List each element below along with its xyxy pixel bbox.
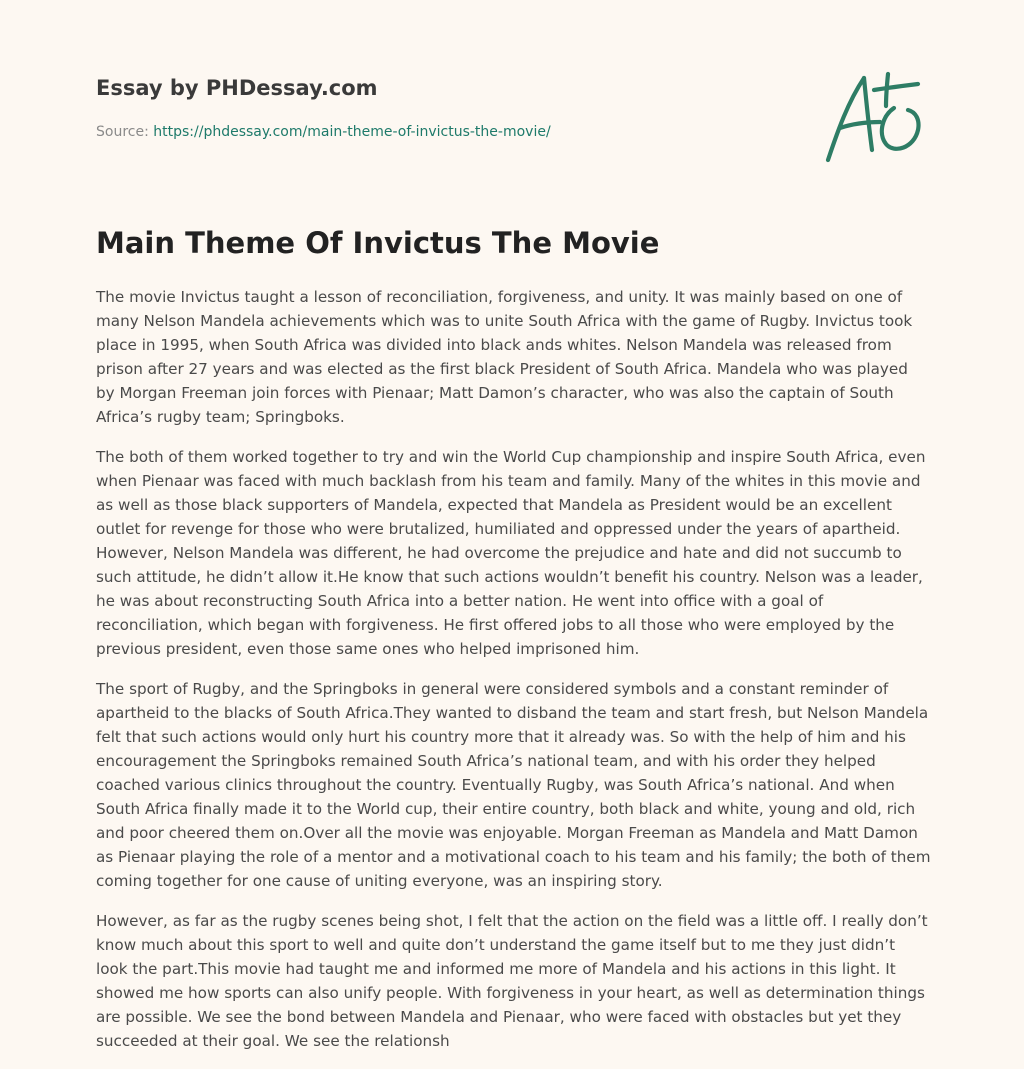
essay-body: [96, 285, 931, 1069]
site-title: Essay by PHDessay.com: [96, 76, 378, 100]
source-line: [96, 124, 551, 140]
essay-paragraph: The both of them worked together to try and win the World Cup championship and inspire South Africa, even when Pienaar was faced with much backlash from his team and family. Many of the whites in this movie and as well as those black supporters of Mandela, expected that Mandela as President would be an excellent outlet for revenge for those who were brutalized, humiliated and oppressed under the years of apartheid. However, Nelson Mandela was different, he had overcome the prejudice and hate and did not succumb to such attitude, he didn’t allow it.He know that such actions wouldn’t benefit his country. Nelson was a leader, he was about reconstructing South Africa into a better nation. He went into office with a goal of reconciliation, which began with forgiveness. He first offered jobs to all those who were employed by the previous president, even those same ones who helped imprisoned him.: [96, 448, 926, 658]
essay-paragraph: However, as far as the rugby scenes being shot, I felt that the action on the field was a little off. I really don’t know much about this sport to well and quite don’t understand the game itself but to me they just didn’t look the part.This movie had taught me and informed me more of Mandela and his actions in this light. It showed me how sports can also unify people. With forgiveness in your heart, as well as determination things are possible. We see the bond between Mandela and Pienaar, who were faced with obstacles but yet they succeeded at their goal. We see the relationsh: [96, 912, 928, 1050]
source-link[interactable]: https://phdessay.com/main-theme-of-invictus-the-movie/: [153, 124, 551, 140]
essay-paragraph: The sport of Rugby, and the Springboks in general were considered symbols and a constant reminder of apartheid to the blacks of South Africa.They wanted to disband the team and start fresh, but Nelson Mandela felt that such actions would only hurt his country more that it already was. So with the help of him and his encouragement the Springboks remained South Africa’s national team, and with his order they helped coached various clinics throughout the country. Eventually Rugby, was South Africa’s national. And when South Africa finally made it to the World cup, their entire country, both black and white, young and old, rich and poor cheered them on.Over all the movie was enjoyable. Morgan Freeman as Mandela and Matt Damon as Pienaar playing the role of a mentor and a motivational coach to his team and his family; the both of them coming together for one cause of uniting everyone, was an inspiring story.: [96, 680, 931, 890]
essay-title: Main Theme Of Invictus The Movie: [96, 226, 660, 260]
source-label: Source:: [96, 124, 149, 140]
essay-paragraph: The movie Invictus taught a lesson of reconciliation, forgiveness, and unity. It was mainly based on one of many Nelson Mandela achievements which was to unite South Africa with the game of Rugby. Invictus took place in 1995, when South Africa was divided into black ands whites. Nelson Mandela was released from prison after 27 years and was elected as the first black President of South Africa. Mandela who was played by Morgan Freeman join forces with Pienaar; Matt Damon’s character, who was also the captain of South Africa’s rugby team; Springboks.: [96, 288, 913, 426]
a-plus-logo-icon: [822, 68, 926, 164]
